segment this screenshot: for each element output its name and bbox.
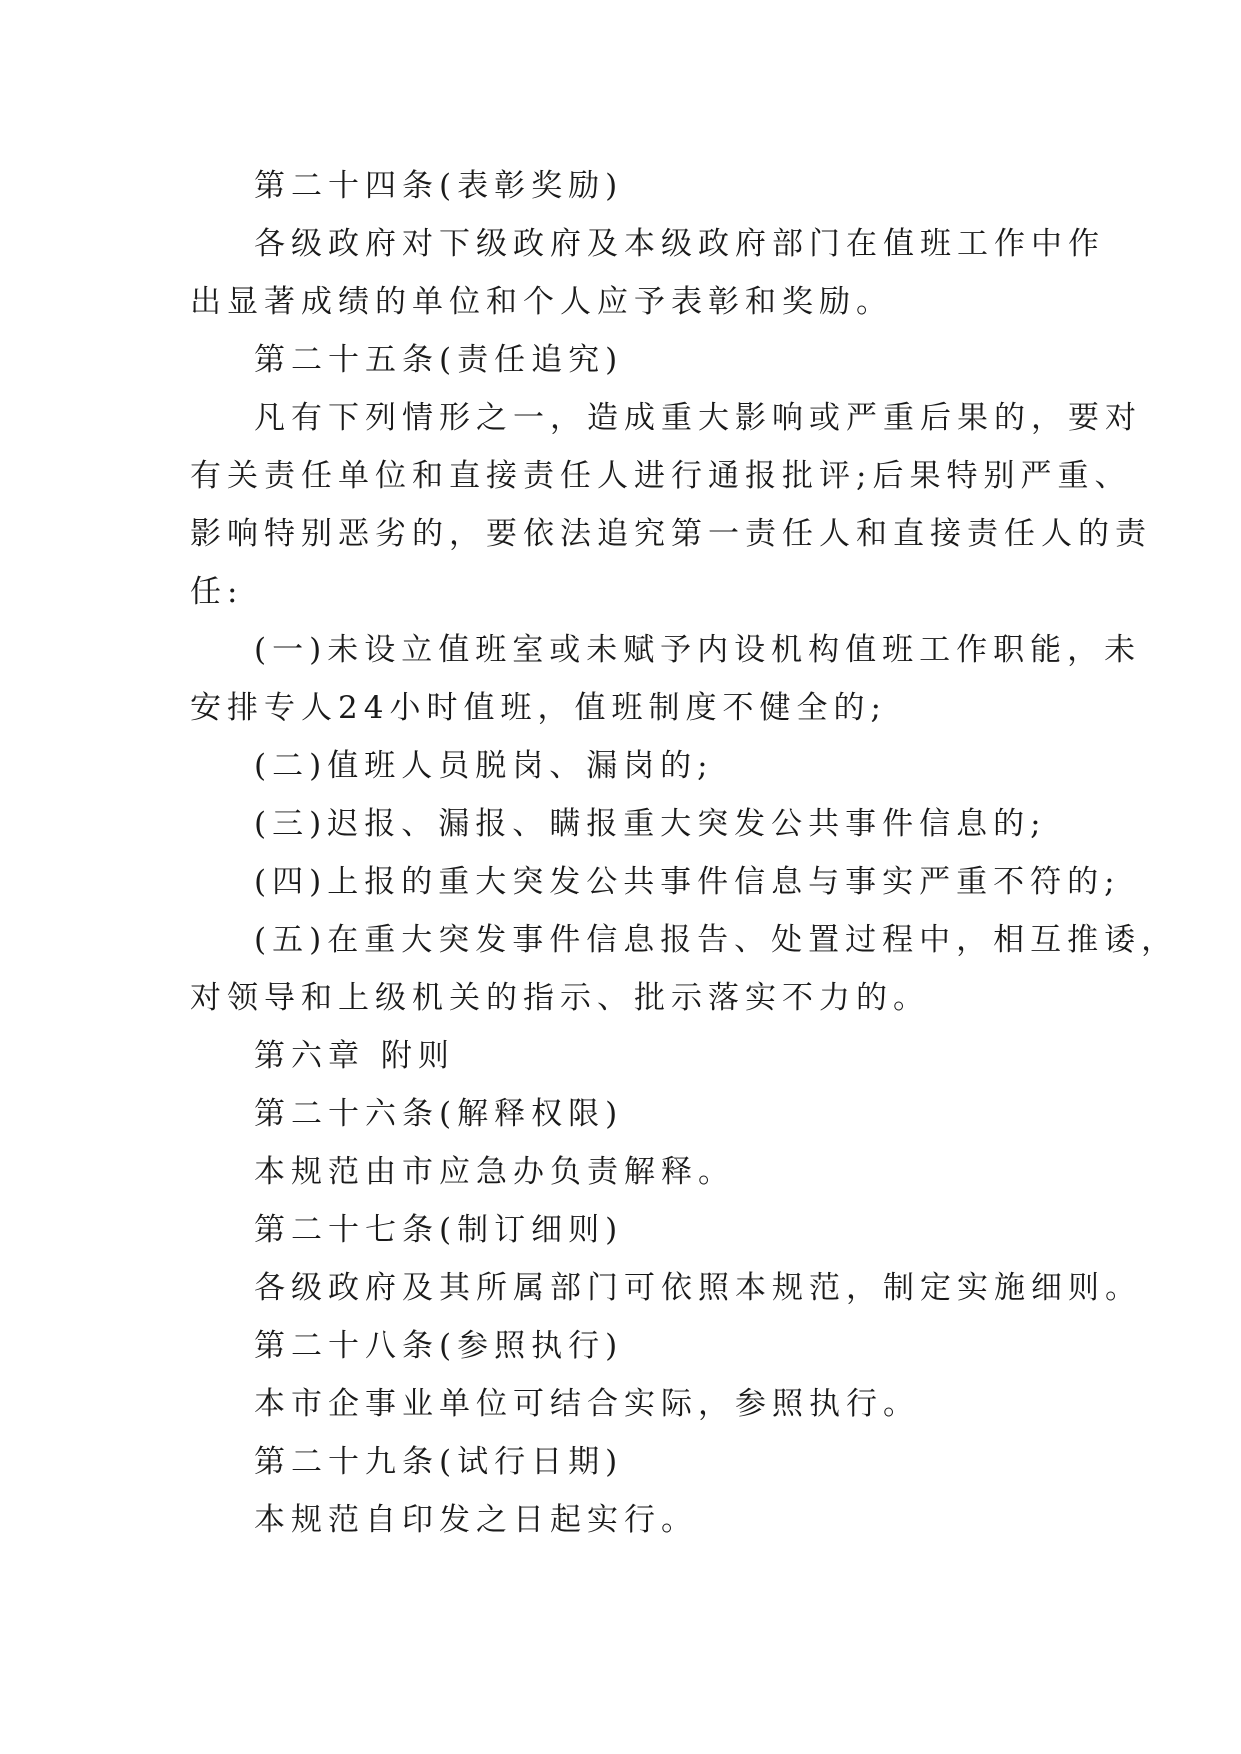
article-26-heading: 第二十六条(解释权限) <box>254 1096 624 1132</box>
document-body <box>190 157 1179 1549</box>
article-28-heading: 第二十八条(参照执行) <box>254 1328 624 1364</box>
list-item-3: (三)迟报、漏报、瞒报重大突发公共事件信息的; <box>254 806 1047 842</box>
list-item-5: (五)在重大突发事件信息报告、处置过程中，相互推诿， <box>254 922 1179 958</box>
list-item-1: (一)未设立值班室或未赋予内设机构值班工作职能，未 <box>254 632 1142 668</box>
paragraph-line: 本市企事业单位可结合实际，参照执行。 <box>254 1386 920 1422</box>
paragraph-line: 任: <box>190 574 244 610</box>
paragraph-line: 凡有下列情形之一，造成重大影响或严重后果的，要对 <box>254 400 1142 436</box>
article-29-heading: 第二十九条(试行日期) <box>254 1444 624 1480</box>
article-27-heading: 第二十七条(制订细则) <box>254 1212 624 1248</box>
chapter-6-heading: 第六章 附则 <box>254 1038 455 1074</box>
paragraph-line: 出显著成绩的单位和个人应予表彰和奖励。 <box>190 284 893 320</box>
paragraph-line: 本规范自印发之日起实行。 <box>254 1502 698 1538</box>
paragraph-line: 有关责任单位和直接责任人进行通报批评;后果特别严重、 <box>190 458 1132 494</box>
list-item-1-continued: 安排专人24小时值班，值班制度不健全的; <box>190 690 887 726</box>
article-24-heading: 第二十四条(表彰奖励) <box>254 168 624 204</box>
paragraph-line: 本规范由市应急办负责解释。 <box>254 1154 735 1190</box>
list-item-2: (二)值班人员脱岗、漏岗的; <box>254 748 714 784</box>
paragraph-line: 影响特别恶劣的，要依法追究第一责任人和直接责任人的责 <box>190 516 1152 552</box>
list-item-4: (四)上报的重大突发公共事件信息与事实严重不符的; <box>254 864 1121 900</box>
paragraph-line: 各级政府及其所属部门可依照本规范，制定实施细则。 <box>254 1270 1142 1306</box>
paragraph-line: 各级政府对下级政府及本级政府部门在值班工作中作 <box>254 226 1105 262</box>
list-item-5-continued: 对领导和上级机关的指示、批示落实不力的。 <box>190 980 930 1016</box>
article-25-heading: 第二十五条(责任追究) <box>254 342 624 378</box>
